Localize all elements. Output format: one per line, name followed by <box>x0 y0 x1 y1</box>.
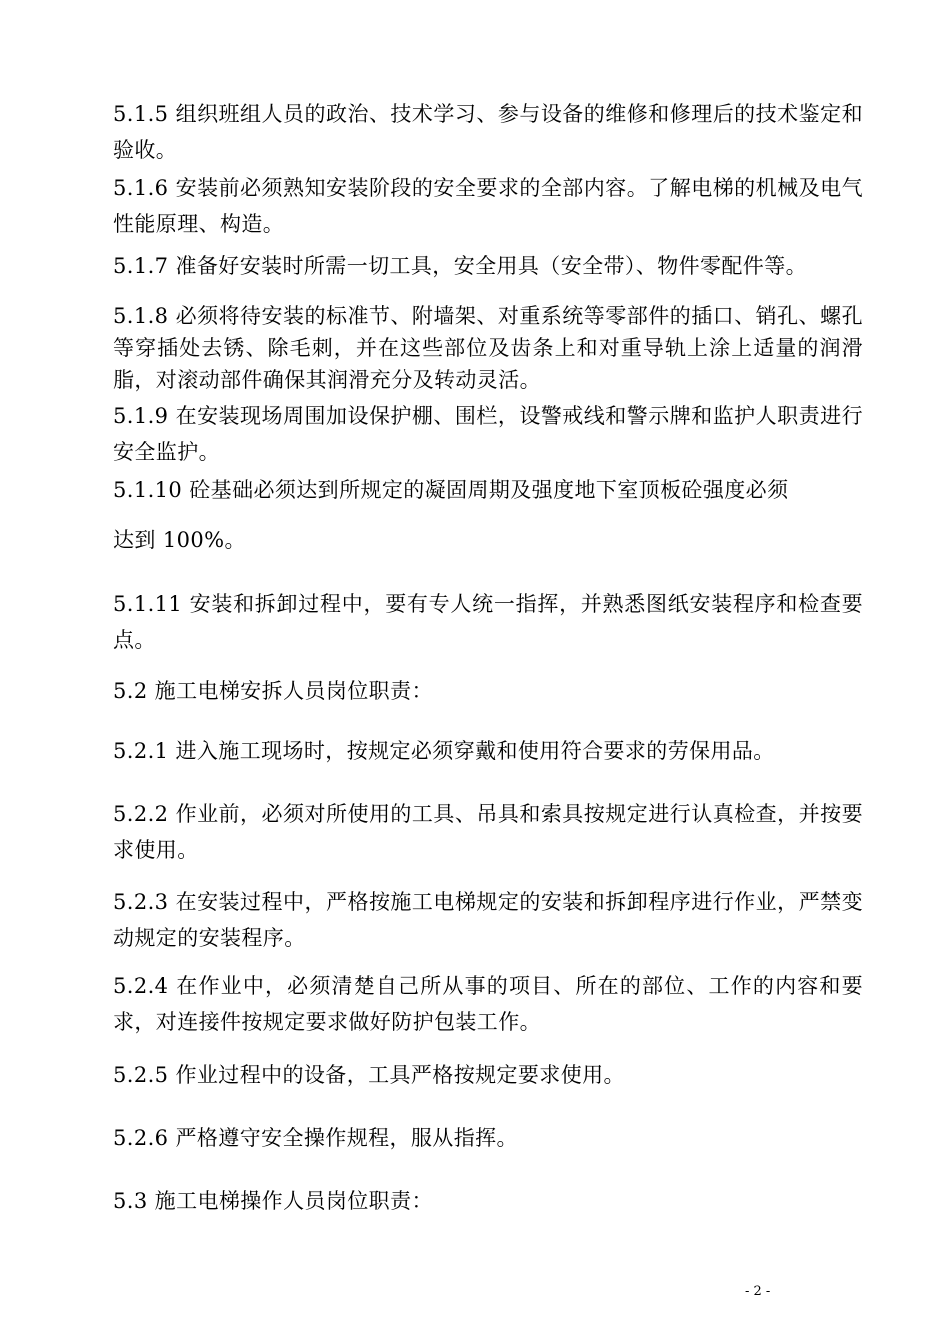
paragraph-5-2-4: 5.2.4 在作业中，必须清楚自己所从事的项目、所在的部位、工作的内容和要求，对连接件按规定要求做好防护包装工作。 <box>113 974 863 1034</box>
section-heading-5-2: 5.2 施工电梯安拆人员岗位职责： <box>113 679 433 703</box>
paragraph-5-1-10-line-2: 达到 100%。 <box>113 528 246 552</box>
paragraph-5-2-3: 5.2.3 在安装过程中，严格按施工电梯规定的安装和拆卸程序进行作业，严禁变动规定的安装程序。 <box>113 890 863 950</box>
paragraph-5-1-7: 5.1.7 准备好安装时所需一切工具，安全用具（安全带）、物件零配件等。 <box>113 254 808 278</box>
paragraph-5-1-11: 5.1.11 安装和拆卸过程中，要有专人统一指挥，并熟悉图纸安装程序和检查要点。 <box>113 592 863 652</box>
section-heading-5-3: 5.3 施工电梯操作人员岗位职责： <box>113 1189 433 1213</box>
paragraph-5-2-2: 5.2.2 作业前，必须对所使用的工具、吊具和索具按规定进行认真检查，并按要求使用。 <box>113 802 863 862</box>
paragraph-5-1-10-line-1: 5.1.10 砼基础必须达到所规定的凝固周期及强度地下室顶板砼强度必须 <box>113 478 789 502</box>
paragraph-5-2-6: 5.2.6 严格遵守安全操作规程，服从指挥。 <box>113 1126 518 1150</box>
paragraph-5-1-9: 5.1.9 在安装现场周围加设保护棚、围栏，设警戒线和警示牌和监护人职责进行安全监护。 <box>113 404 863 464</box>
paragraph-5-1-8: 5.1.8 必须将待安装的标准节、附墙架、对重系统等零部件的插口、销孔、螺孔等穿插处去锈、除毛刺，并在这些部位及齿条上和对重导轨上涂上适量的润滑脂，对滚动部件确保其润滑充分及转动灵活。 <box>113 304 863 392</box>
paragraph-5-2-1: 5.2.1 进入施工现场时，按规定必须穿戴和使用符合要求的劳保用品。 <box>113 739 775 763</box>
paragraph-5-2-5: 5.2.5 作业过程中的设备，工具严格按规定要求使用。 <box>113 1063 625 1087</box>
paragraph-5-1-5: 5.1.5 组织班组人员的政治、技术学习、参与设备的维修和修理后的技术鉴定和验收。 <box>113 102 863 162</box>
page-number: - 2 - <box>745 1284 771 1299</box>
paragraph-5-1-6: 5.1.6 安装前必须熟知安装阶段的安全要求的全部内容。了解电梯的机械及电气性能原理、构造。 <box>113 176 863 236</box>
